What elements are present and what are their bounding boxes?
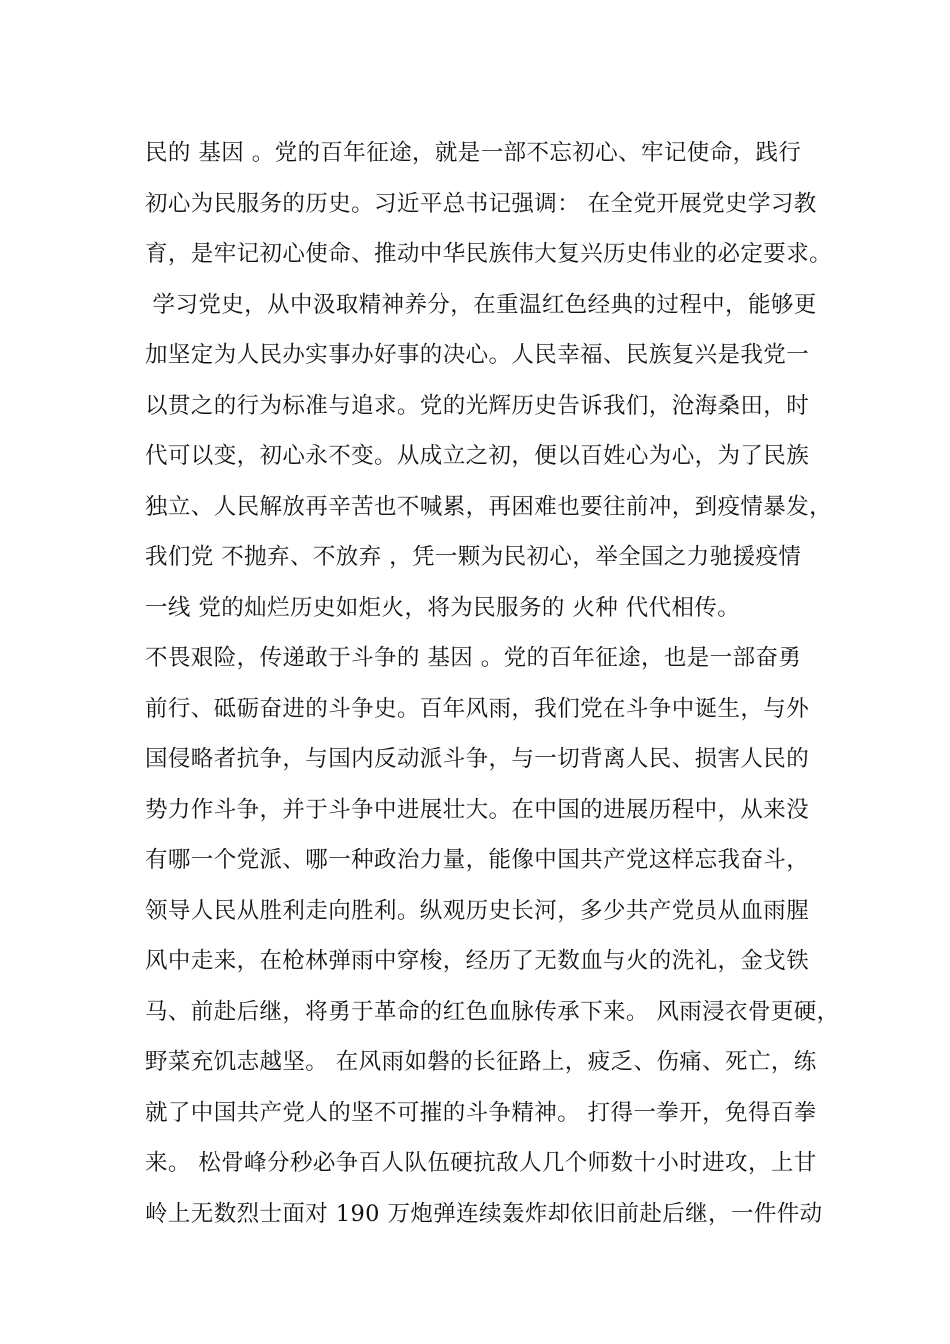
text-line-20: 就了中国共产党人的坚不可摧的斗争精神。 打得一拳开，免得百拳 (145, 1099, 817, 1126)
text-line-6: 以贯之的行为标准与追求。党的光辉历史告诉我们，沧海桑田，时 (145, 392, 810, 419)
text-line-9: 我们党 不抛弃、不放弃 ，凭一颗为民初心，举全国之力驰援疫情 (145, 544, 802, 570)
text-line-16: 领导人民从胜利走向胜利。纵观历史长河，多少共产党员从血雨腥 (145, 897, 810, 924)
text-line-18: 马、前赴后继，将勇于革命的红色血脉传承下来。 风雨浸衣骨更硬， (145, 998, 840, 1025)
text-line-3: 育，是牢记初心使命、推动中华民族伟大复兴历史伟业的必定要求。 (145, 241, 833, 267)
text-line-19: 野菜充饥志越坚。 在风雨如磐的长征路上，疲乏、伤痛、死亡，练 (145, 1049, 817, 1075)
text-line-11: 不畏艰险，传递敢于斗争的 基因 。党的百年征途，也是一部奋勇 (145, 645, 802, 671)
text-line-15: 有哪一个党派、哪一种政治力量，能像中国共产党这样忘我奋斗， (145, 847, 810, 873)
text-line-8: 独立、人民解放再辛苦也不喊累，再困难也要往前冲，到疫情暴发， (145, 493, 833, 520)
text-line-21: 来。 松骨峰分秒必争百人队伍硬抗敌人几个师数十小时进攻，上甘 (145, 1150, 817, 1176)
body-text (145, 128, 840, 1239)
text-line-2: 初心为民服务的历史。习近平总书记强调： 在全党开展党史学习教 (145, 190, 817, 217)
text-line-10: 一线 党的灿烂历史如炬火，将为民服务的 火种 代代相传。 (145, 594, 741, 621)
text-line-4: 学习党史，从中汲取精神养分，在重温红色经典的过程中，能够更 (145, 291, 817, 318)
text-line-13: 国侵略者抗争，与国内反动派斗争，与一切背离人民、损害人民的 (145, 746, 810, 772)
text-line-12: 前行、砥砺奋进的斗争史。百年风雨，我们党在斗争中诞生，与外 (145, 695, 810, 722)
text-line-17: 风中走来，在枪林弹雨中穿梭，经历了无数血与火的洗礼，金戈铁 (145, 948, 810, 974)
text-line-22: 岭上无数烈士面对 190 万炮弹连续轰炸却依旧前赴后继，一件件动 (145, 1200, 823, 1227)
text-line-14: 势力作斗争，并于斗争中进展壮大。在中国的进展历程中，从来没 (145, 796, 810, 823)
text-line-5: 加坚定为人民办实事办好事的决心。人民幸福、民族复兴是我党一 (145, 342, 810, 368)
text-line-1: 民的 基因 。党的百年征途，就是一部不忘初心、牢记使命，践行 (145, 140, 802, 166)
text-line-7: 代可以变，初心永不变。从成立之初，便以百姓心为心，为了民族 (145, 443, 810, 469)
